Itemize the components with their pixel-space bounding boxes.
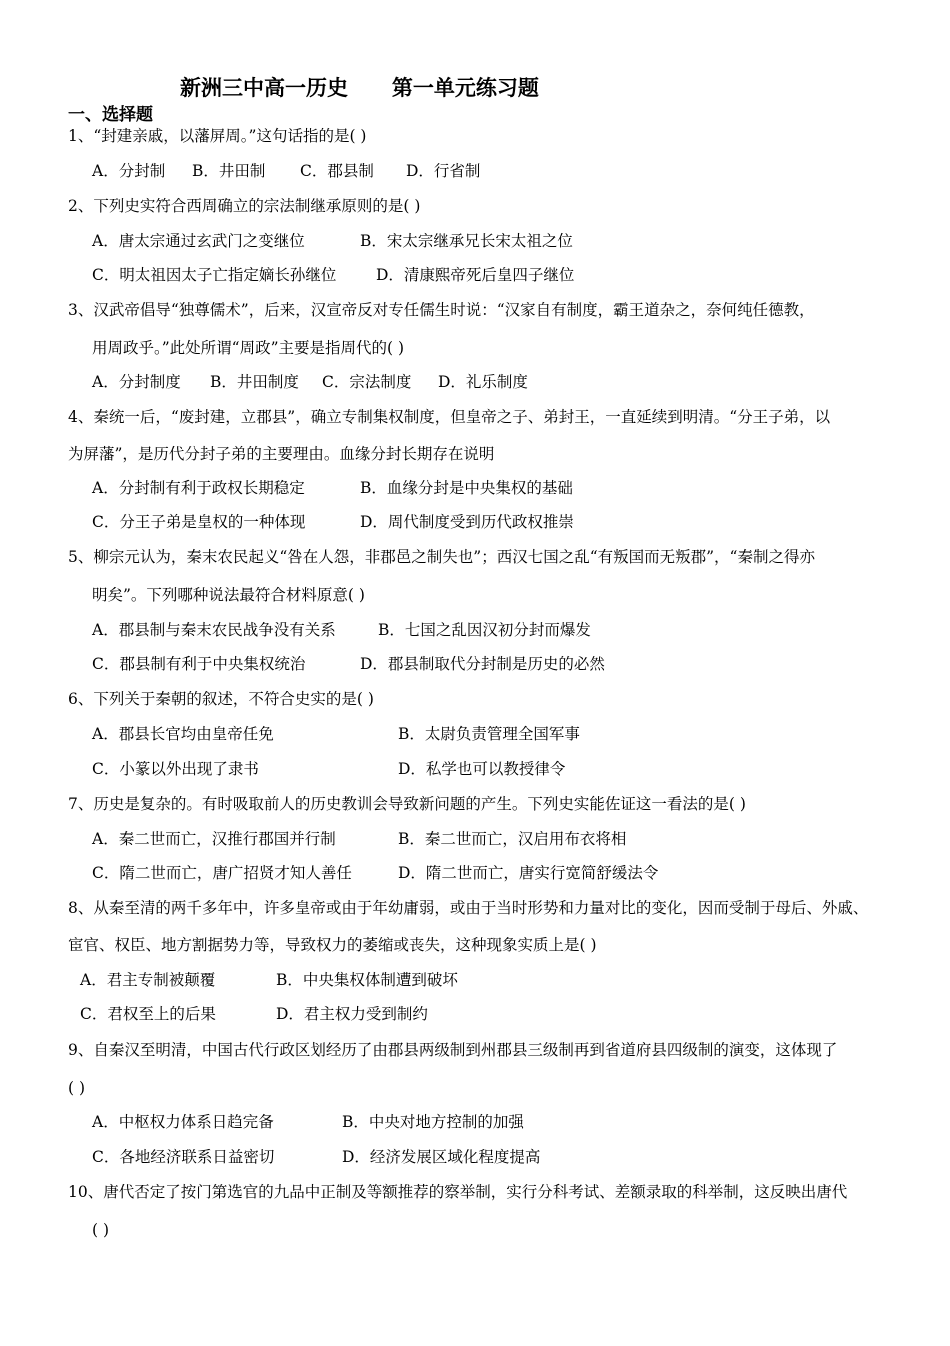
option-d: D．郡县制取代分封制是历史的必然 bbox=[360, 655, 605, 673]
option-c: C．小篆以外出现了隶书 bbox=[92, 760, 259, 778]
option-c: C．分王子弟是皇权的一种体现 bbox=[92, 513, 306, 531]
option-b: B．血缘分封是中央集权的基础 bbox=[360, 479, 573, 497]
question-5-stem-line2: 明矣”。下列哪种说法最符合材料原意( ) bbox=[92, 586, 365, 604]
question-4-stem-line1: 4、秦统一后，“废封建，立郡县”，确立专制集权制度，但皇帝之子、弟封王，一直延续到明清。“分王子弟，以 bbox=[68, 408, 831, 426]
question-10-stem-line2: ( ) bbox=[92, 1221, 110, 1239]
option-c: C．君权至上的后果 bbox=[80, 1005, 216, 1023]
option-b: B．七国之乱因汉初分封而爆发 bbox=[378, 621, 591, 639]
option-a: A．分封制度 bbox=[92, 373, 181, 391]
option-a: A．郡县制与秦末农民战争没有关系 bbox=[92, 621, 336, 639]
option-a: A．分封制 bbox=[92, 162, 166, 180]
option-b: B．井田制 bbox=[192, 162, 266, 180]
option-d: D．行省制 bbox=[406, 162, 481, 180]
question-10-stem-line1: 10、唐代否定了按门第选官的九品中正制及等额推荐的察举制，实行分科考试、差额录取的科举制，这反映出唐代 bbox=[68, 1183, 848, 1201]
question-9-stem-line1: 9、自秦汉至明清，中国古代行政区划经历了由郡县两级制到州郡县三级制再到省道府县四级制的演变，这体现了 bbox=[68, 1041, 838, 1059]
option-a: A．君主专制被颠覆 bbox=[80, 971, 216, 989]
question-5-stem-line1: 5、柳宗元认为，秦末农民起义“咎在人怨，非郡邑之制失也”；西汉七国之乱“有叛国而无叛郡”，“秦制之得亦 bbox=[68, 548, 815, 566]
page-title: 新洲三中高一历史 第一单元练习题 bbox=[180, 76, 539, 100]
option-d: D．隋二世而亡，唐实行宽简舒缓法令 bbox=[398, 864, 659, 882]
option-b: B．宋太宗继承兄长宋太祖之位 bbox=[360, 232, 573, 250]
option-b: B．井田制度 bbox=[210, 373, 299, 391]
option-a: A．唐太宗通过玄武门之变继位 bbox=[92, 232, 305, 250]
option-c: C．宗法制度 bbox=[322, 373, 412, 391]
option-a: A．中枢权力体系日趋完备 bbox=[92, 1113, 274, 1131]
question-8-stem-line1: 8、从秦至清的两千多年中，许多皇帝或由于年幼庸弱，或由于当时形势和力量对比的变化，因而受制于母后、外戚、 bbox=[68, 899, 869, 917]
option-a: A．郡县长官均由皇帝任免 bbox=[92, 725, 274, 743]
question-2-stem: 2、下列史实符合西周确立的宗法制继承原则的是( ) bbox=[68, 197, 421, 215]
question-3-stem-line1: 3、汉武帝倡导“独尊儒术”，后来，汉宣帝反对专任儒生时说：“汉家自有制度，霸王道杂之，奈何纯任德教， bbox=[68, 301, 815, 319]
option-d: D．私学也可以教授律令 bbox=[398, 760, 566, 778]
option-d: D．经济发展区域化程度提高 bbox=[342, 1148, 541, 1166]
option-c: C．隋二世而亡，唐广招贤才知人善任 bbox=[92, 864, 352, 882]
option-c: C．郡县制有利于中央集权统治 bbox=[92, 655, 306, 673]
question-1-stem: 1、“封建亲戚，以藩屏周。”这句话指的是( ) bbox=[68, 127, 367, 145]
section-heading: 一、选择题 bbox=[68, 105, 153, 125]
option-c: C．明太祖因太子亡指定嫡长孙继位 bbox=[92, 266, 337, 284]
option-d: D．周代制度受到历代政权推崇 bbox=[360, 513, 574, 531]
option-b: B．太尉负责管理全国军事 bbox=[398, 725, 580, 743]
option-a: A．秦二世而亡，汉推行郡国并行制 bbox=[92, 830, 336, 848]
option-a: A．分封制有利于政权长期稳定 bbox=[92, 479, 305, 497]
option-c: C．各地经济联系日益密切 bbox=[92, 1148, 275, 1166]
option-c: C．郡县制 bbox=[300, 162, 374, 180]
option-b: B．中央对地方控制的加强 bbox=[342, 1113, 524, 1131]
question-8-stem-line2: 宦官、权臣、地方割据势力等，导致权力的萎缩或丧失，这种现象实质上是( ) bbox=[68, 936, 597, 954]
question-4-stem-line2: 为屏藩”，是历代分封子弟的主要理由。血缘分封长期存在说明 bbox=[68, 445, 495, 463]
option-b: B．中央集权体制遭到破坏 bbox=[276, 971, 458, 989]
question-3-stem-line2: 用周政乎。”此处所谓“周政”主要是指周代的( ) bbox=[92, 339, 405, 357]
option-b: B．秦二世而亡，汉启用布衣将相 bbox=[398, 830, 627, 848]
question-7-stem: 7、历史是复杂的。有时吸取前人的历史教训会导致新问题的产生。下列史实能佐证这一看法的是( ) bbox=[68, 795, 746, 813]
option-d: D．君主权力受到制约 bbox=[276, 1005, 428, 1023]
option-d: D．清康熙帝死后皇四子继位 bbox=[376, 266, 575, 284]
question-6-stem: 6、下列关于秦朝的叙述，不符合史实的是( ) bbox=[68, 690, 374, 708]
question-9-stem-line2: ( ) bbox=[68, 1079, 86, 1097]
option-d: D．礼乐制度 bbox=[438, 373, 528, 391]
